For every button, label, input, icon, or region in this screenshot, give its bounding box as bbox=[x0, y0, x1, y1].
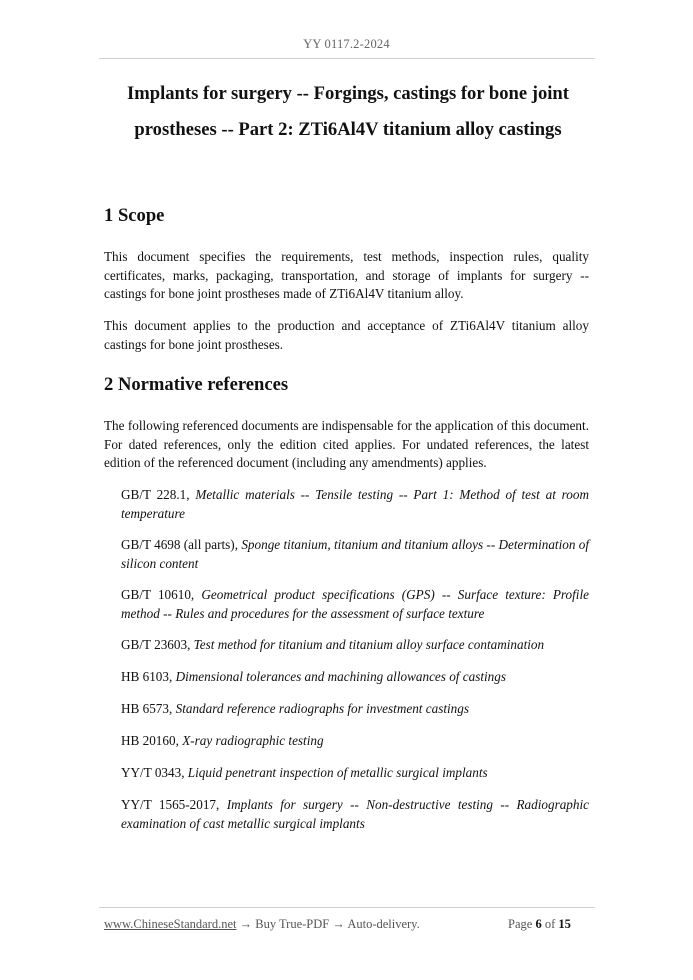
reference-title: Implants for surgery -- Non-destructive testing -- Radiographic examination of cast metallic surgical implants bbox=[121, 797, 589, 831]
reference-code: GB/T 23603, bbox=[121, 637, 191, 652]
scope-paragraph-2: This document applies to the production and acceptance of ZTi6Al4V titanium alloy castings for bone joint prostheses. bbox=[104, 318, 589, 352]
reference-item bbox=[121, 700, 589, 719]
reference-code: GB/T 10610, bbox=[121, 587, 195, 602]
current-page-number: 6 bbox=[535, 917, 542, 931]
reference-item bbox=[121, 636, 589, 655]
reference-code: HB 6573, bbox=[121, 701, 173, 716]
reference-title: Sponge titanium, titanium and titanium alloys -- Determination of silicon content bbox=[121, 537, 589, 571]
reference-code: HB 20160, bbox=[121, 733, 179, 748]
auto-delivery-text: Auto-delivery. bbox=[347, 917, 420, 931]
reference-title: Test method for titanium and titanium alloy surface contamination bbox=[193, 637, 545, 652]
header-divider bbox=[99, 58, 595, 59]
document-number-header: YY 0117.2-2024 bbox=[303, 37, 390, 51]
page-label: Page bbox=[508, 917, 533, 931]
reference-item bbox=[121, 764, 589, 783]
total-pages-number: 15 bbox=[558, 917, 571, 931]
reference-title: Metallic materials -- Tensile testing -- Part 1: Method of test at room temperature bbox=[121, 487, 589, 521]
reference-title: Liquid penetrant inspection of metallic surgical implants bbox=[187, 765, 488, 780]
reference-code: GB/T 228.1, bbox=[121, 487, 190, 502]
section-heading-normative-references: 2 Normative references bbox=[104, 374, 289, 395]
section-heading-scope: 1 Scope bbox=[104, 205, 165, 226]
page-number bbox=[508, 917, 571, 932]
reference-title: X-ray radiographic testing bbox=[182, 733, 324, 748]
footer-promo bbox=[104, 917, 420, 932]
document-title-line-2: prostheses -- Part 2: ZTi6Al4V titanium alloy castings bbox=[134, 119, 562, 140]
arrow-icon: → bbox=[239, 917, 253, 931]
reference-item bbox=[121, 796, 589, 833]
reference-code: HB 6103, bbox=[121, 669, 173, 684]
reference-title: Dimensional tolerances and machining allowances of castings bbox=[175, 669, 506, 684]
reference-item bbox=[121, 486, 589, 523]
reference-item bbox=[121, 732, 589, 751]
scope-paragraph-1: This document specifies the requirements, test methods, inspection rules, quality certificates, marks, packaging, transportation, and storage of implants for surgery -- castings for bone joint prostheses made of ZTi6Al4V titanium alloy. bbox=[104, 249, 589, 302]
arrow-icon: → bbox=[332, 917, 345, 931]
buy-true-pdf-link[interactable]: Buy True-PDF bbox=[255, 917, 330, 931]
reference-code: GB/T 4698 (all parts), bbox=[121, 537, 238, 552]
reference-title: Geometrical product specifications (GPS) -- Surface texture: Profile method -- Rules and procedures for the assessment of surface texture bbox=[121, 587, 589, 621]
footer-divider bbox=[99, 907, 595, 908]
document-title-line-1: Implants for surgery -- Forgings, castings for bone joint bbox=[127, 83, 569, 104]
site-link[interactable]: www.ChineseStandard.net bbox=[104, 917, 237, 931]
reference-item bbox=[121, 536, 589, 573]
references-intro-paragraph: The following referenced documents are indispensable for the application of this document. For dated references, only the edition cited applies. For undated references, the latest edition of the referenced document (including any amendments) applies. bbox=[104, 418, 589, 471]
reference-item bbox=[121, 586, 589, 623]
reference-item bbox=[121, 668, 589, 687]
reference-code: YY/T 1565-2017, bbox=[121, 797, 220, 812]
reference-code: YY/T 0343, bbox=[121, 765, 185, 780]
of-label: of bbox=[544, 917, 556, 931]
reference-title: Standard reference radiographs for investment castings bbox=[175, 701, 469, 716]
